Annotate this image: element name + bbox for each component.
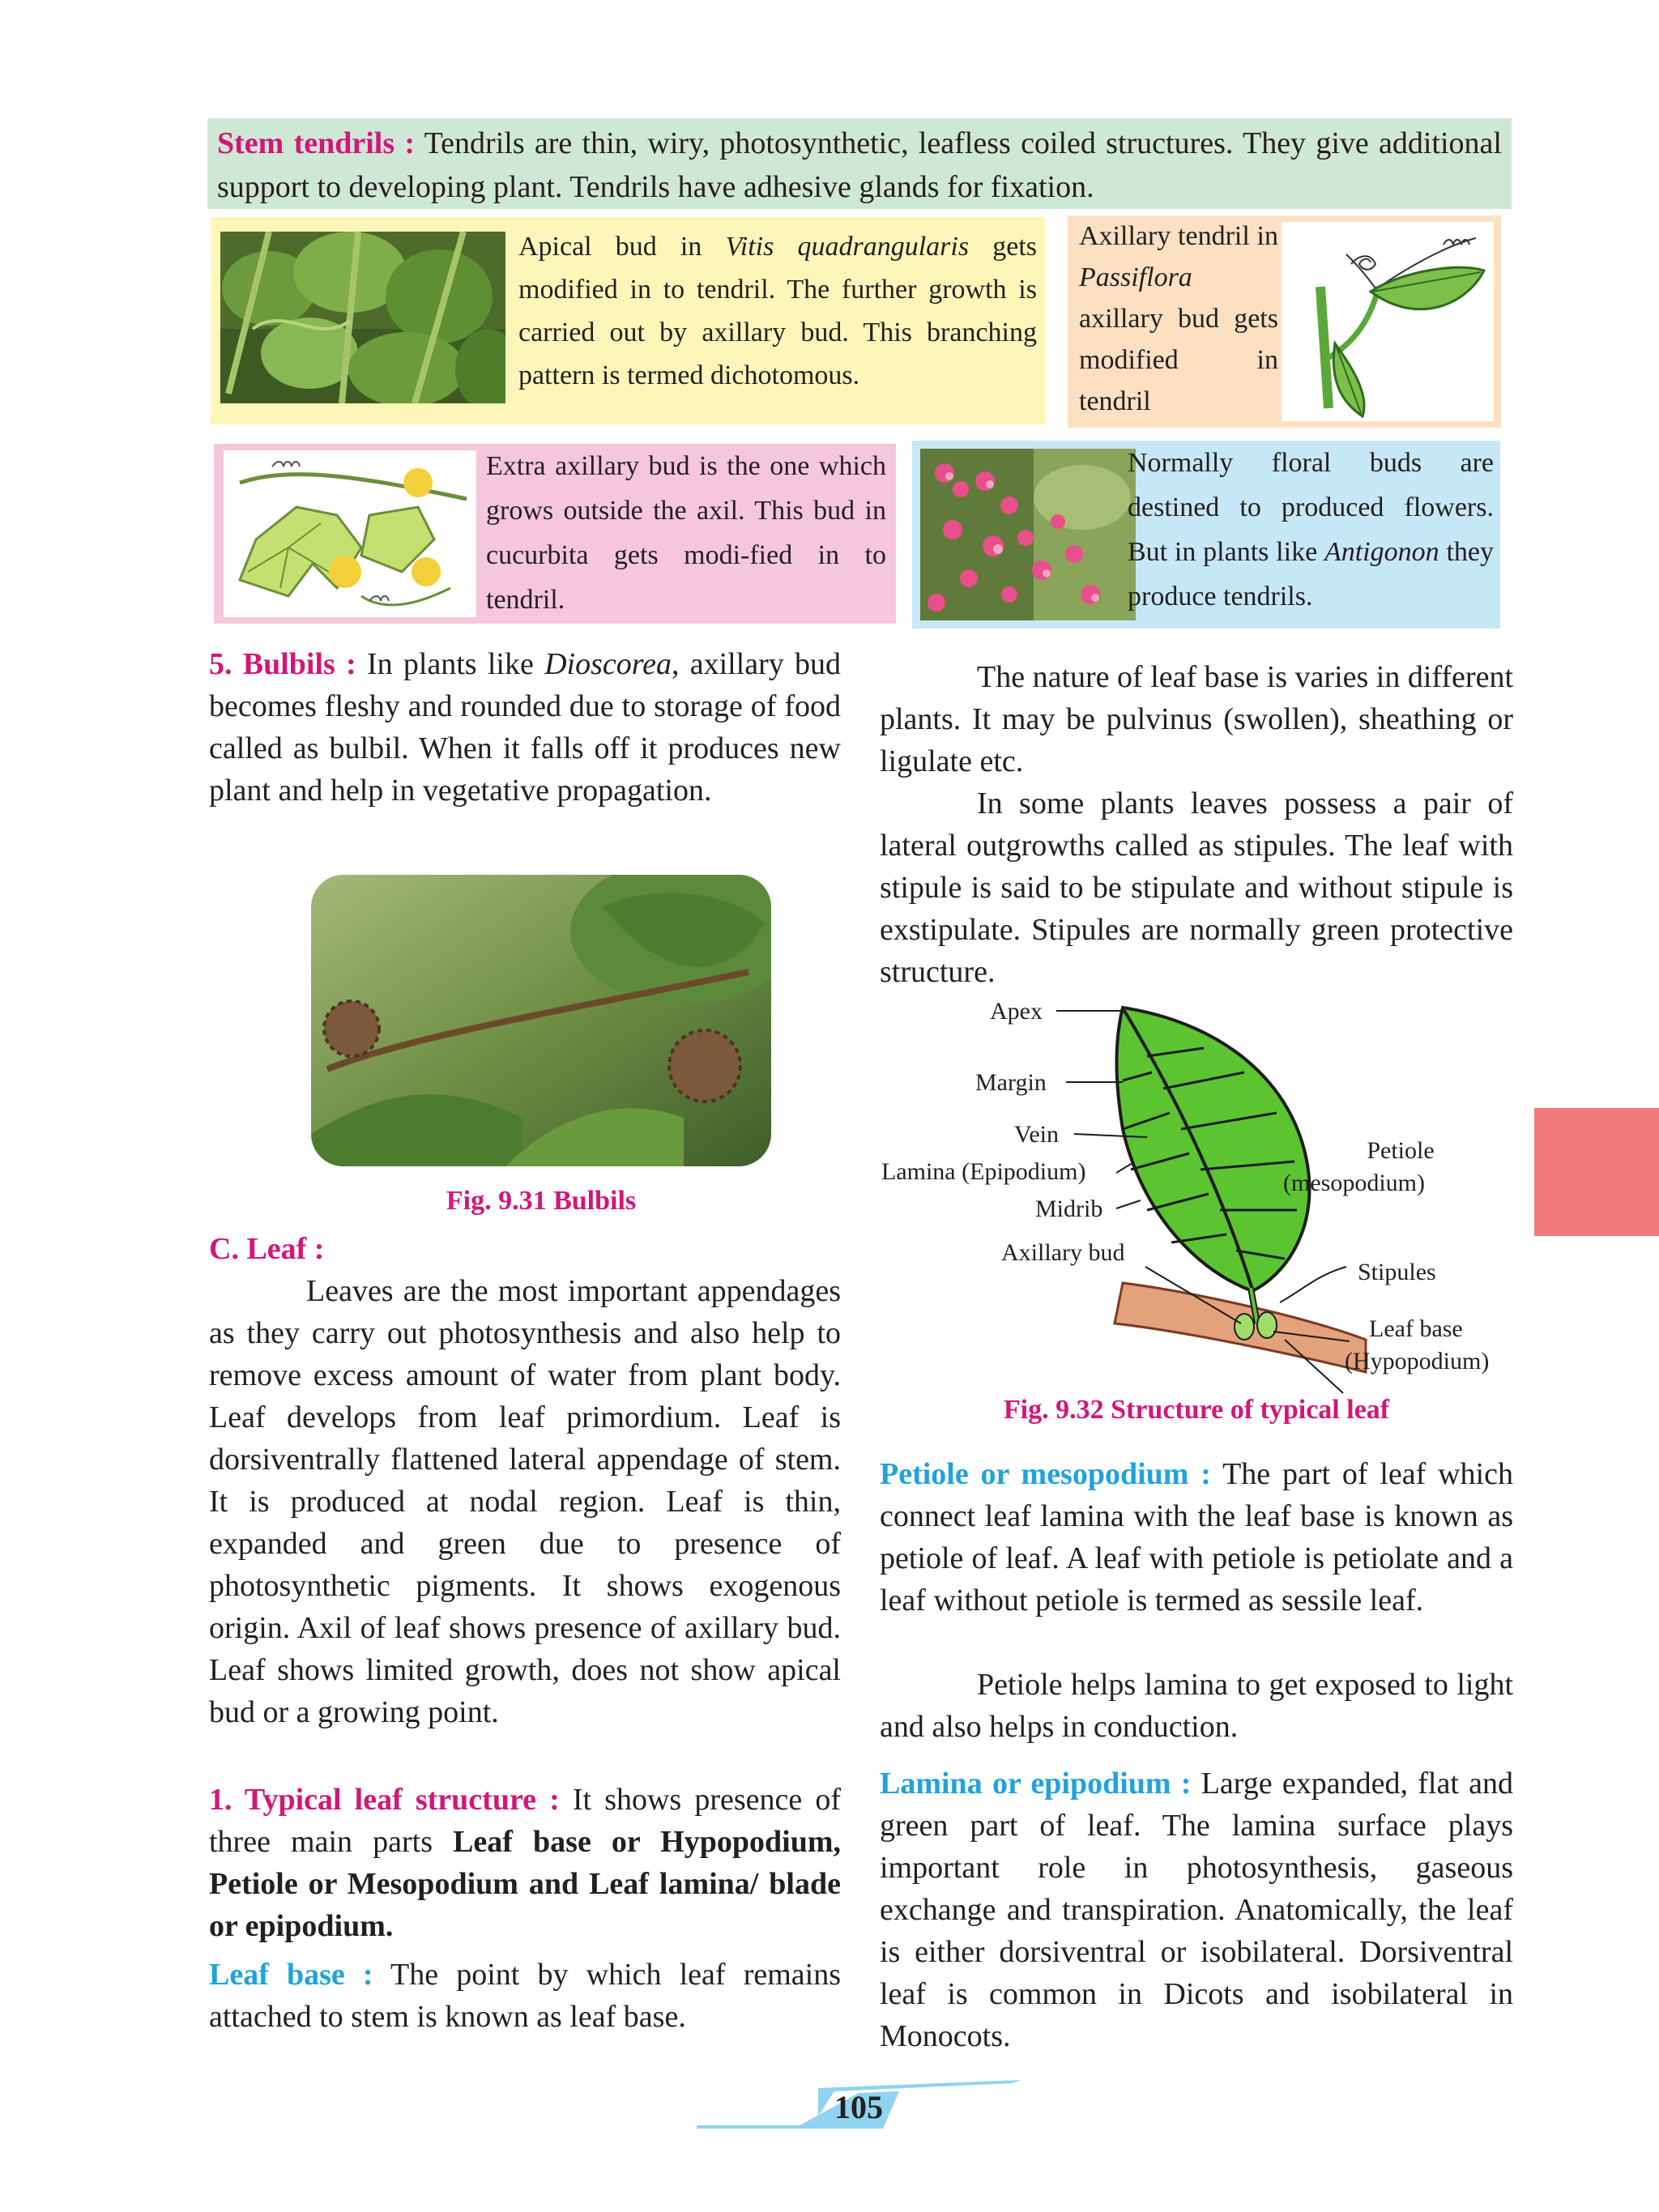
- petiole-heading: Petiole or mesopodium :: [880, 1457, 1211, 1491]
- petiole-text: The part of leaf which connect leaf lamina with the leaf base is known as petiole of leaf. A leaf with petiole is petiolate and a leaf without petiole is termed as sessile leaf.: [880, 1457, 1513, 1617]
- vitis-photo: [220, 232, 505, 403]
- label-petiole: Petiole: [1367, 1137, 1435, 1164]
- leaf-base-heading: Leaf base :: [209, 1958, 373, 1992]
- stem-tendrils-text: Tendrils are thin, wiry, photosynthetic, leafless coiled structures. They give additional support to developing plant. Tendrils have adhesive glands for fixation.: [217, 126, 1502, 204]
- bulbils-text-b: , axillary bud becomes fleshy and rounded due to storage of food called as bulbil. When it falls off it produces new plant and help in vegetative propagation.: [209, 647, 842, 808]
- label-midrib: Midrib: [1035, 1196, 1103, 1222]
- lamina-heading: Lamina or epipodium :: [880, 1767, 1192, 1801]
- bulbils-photo: [311, 875, 771, 1166]
- page-number: 105: [834, 2089, 883, 2125]
- passiflora-box: [1068, 215, 1501, 428]
- cucurbita-illustration: [224, 450, 476, 617]
- cucurbita-box: [214, 444, 896, 624]
- vitis-species: Vitis quadrangularis: [725, 232, 970, 262]
- antigonon-text-a: Normally floral buds are destined to produced flowers. But in plants like: [1128, 448, 1494, 567]
- passiflora-text-b: axillary bud gets modified in tendril: [1079, 304, 1278, 416]
- label-margin: Margin: [975, 1069, 1047, 1096]
- bulbils-heading: 5. Bulbils :: [209, 647, 356, 681]
- stem-tendrils-heading: Stem tendrils :: [217, 126, 416, 160]
- label-leaf-base-sub: (Hypopodium): [1345, 1348, 1490, 1375]
- antigonon-box: [912, 441, 1500, 629]
- label-petiole-sub: (mesopodium): [1283, 1170, 1425, 1196]
- leaf-base-text: The point by which leaf remains attached to stem is known as leaf base.: [209, 1958, 841, 2034]
- fig-931-caption: Fig. 9.31 Bulbils: [446, 1186, 637, 1216]
- vitis-text-b: gets modified in to tendril. The further growth is carried out by axillary bud. This branching pattern is termed dichotomous.: [518, 232, 1037, 390]
- chapter-side-tab: [1534, 1108, 1659, 1236]
- passiflora-species: Passiflora: [1079, 262, 1192, 292]
- label-axillary-bud: Axillary bud: [1001, 1239, 1125, 1266]
- vitis-text-a: Apical bud in: [518, 232, 726, 262]
- passiflora-illustration: [1282, 222, 1494, 421]
- label-apex: Apex: [990, 998, 1043, 1025]
- label-stipules: Stipules: [1358, 1259, 1436, 1285]
- antigonon-photo: [920, 449, 1136, 620]
- label-leaf-base: Leaf base: [1369, 1315, 1463, 1342]
- leaf-heading: C. Leaf :: [209, 1232, 325, 1266]
- typical-leaf-text: It shows presence of three main parts: [209, 1783, 841, 1859]
- antigonon-text-b: they produce tendrils.: [1128, 537, 1494, 612]
- leaf-structure-figure: [880, 991, 1520, 1396]
- stem-tendrils-box: [207, 118, 1512, 209]
- cucurbita-text: Extra axillary bud is the one which grows outside the axil. This bud in cucurbita gets modi-fied in to tendril.: [486, 451, 886, 615]
- vitis-box: [211, 217, 1045, 424]
- passiflora-text-a: Axillary tendril in: [1079, 221, 1278, 251]
- bulbils-text-a: In plants like: [356, 647, 545, 681]
- leaf-base-nature-text: The nature of leaf base is varies in different plants. It may be pulvinus (swollen), sheathing or ligulate etc.: [880, 660, 1513, 778]
- typical-leaf-heading: 1. Typical leaf structure :: [209, 1783, 560, 1817]
- fig-932-caption: Fig. 9.32 Structure of typical leaf: [1003, 1395, 1390, 1425]
- label-lamina: Lamina (Epipodium): [881, 1158, 1086, 1185]
- label-vein: Vein: [1014, 1121, 1059, 1148]
- lamina-text: Large expanded, flat and green part of leaf. The lamina surface plays important role in photosynthesis, gaseous exchange and transpiration. Anatomically, the leaf is either dorsiventral or isobilateral. Dorsiventral leaf is common in Dicots and isobilateral in Monocots.: [880, 1767, 1513, 2053]
- petiole-function-text: Petiole helps lamina to get exposed to light and also helps in conduction.: [880, 1668, 1513, 1744]
- leaf-paragraph: Leaves are the most important appendages as they carry out photosynthesis and also help to remove excess amount of water from plant body. Leaf develops from leaf primordium. Leaf is dorsiventrally flattened lateral appendage of stem. It is produced at nodal region. Leaf is thin, expanded and green due to presence of photosynthetic pigments. It shows exogenous origin. Axil of leaf shows presence of axillary bud. Leaf shows limited growth, does not show apical bud or a growing point.: [209, 1274, 841, 1729]
- antigonon-species: Antigonon: [1324, 537, 1439, 567]
- stipules-text: In some plants leaves possess a pair of lateral outgrowths called as stipules. The leaf with stipule is said to be stipulate and without stipule is exstipulate. Stipules are normally green protective structure.: [880, 786, 1513, 989]
- typical-leaf-parts: Leaf base or Hypopodium, Petiole or Mesopodium and Leaf lamina/ blade or epipodium.: [209, 1825, 841, 1943]
- bulbils-species: Dioscorea: [544, 647, 672, 681]
